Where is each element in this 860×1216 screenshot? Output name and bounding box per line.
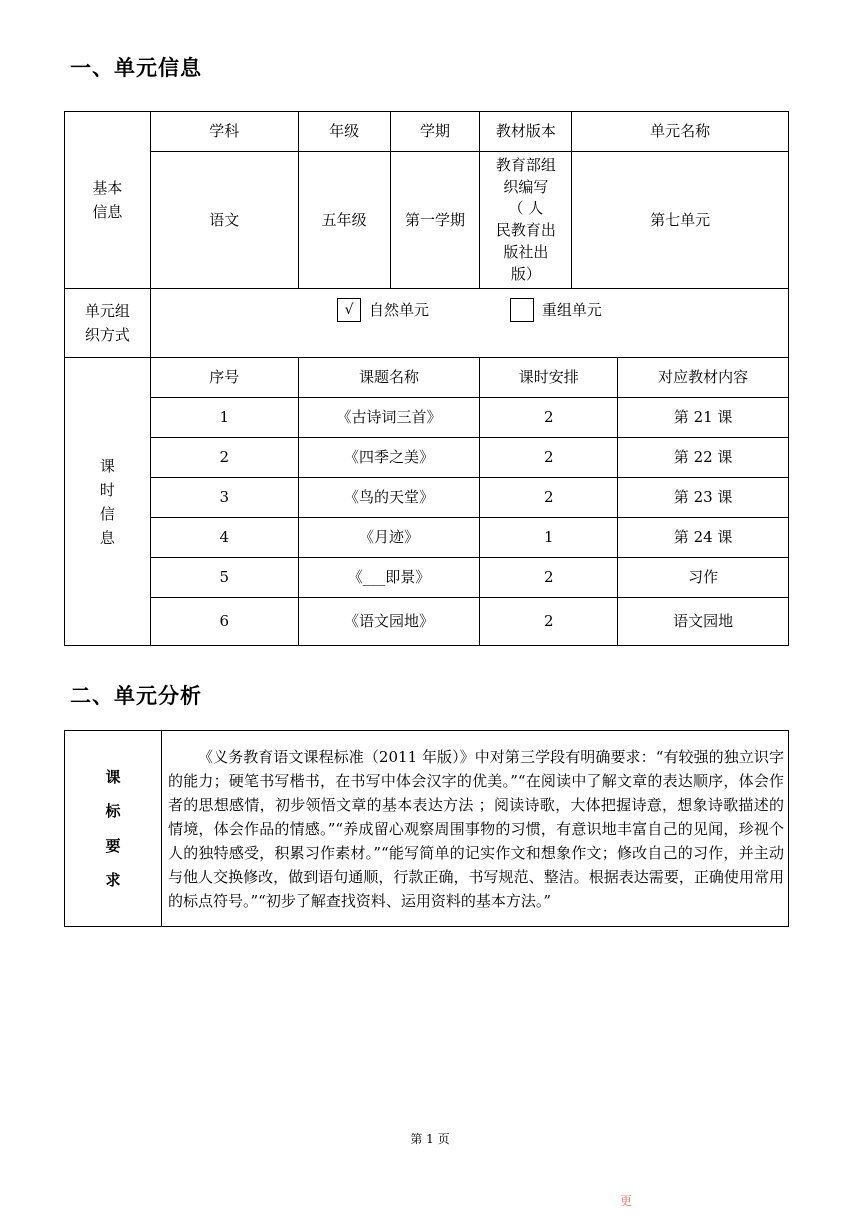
table-row: 3 《鸟的天堂》 2 第 23 课: [65, 478, 789, 518]
option-regroup-unit[interactable]: 重组单元: [510, 299, 602, 323]
analysis-table: [64, 730, 789, 927]
header-content: 对应教材内容: [618, 358, 789, 398]
unit-info-table: [64, 111, 789, 646]
table-row: 1 《古诗词三首》 2 第 21 课: [65, 398, 789, 438]
value-subject: 语文: [150, 152, 298, 289]
table-row: 4 《月迹》 1 第 24 课: [65, 518, 789, 558]
header-edition: 教材版本: [480, 112, 572, 152]
section-heading-unit-analysis: 二、单元分析: [70, 684, 202, 708]
basic-info-label: 基本 信息: [65, 112, 151, 289]
header-subject: 学科: [150, 112, 298, 152]
organization-options: [150, 289, 788, 358]
curriculum-requirements-label: 课 标 要 求: [65, 731, 162, 927]
section-heading-unit-info: 一、单元信息: [70, 56, 202, 80]
option-natural-unit[interactable]: √ 自然单元: [337, 299, 429, 323]
header-grade: 年级: [298, 112, 390, 152]
value-semester: 第一学期: [390, 152, 480, 289]
page-number: 第 1 页: [410, 1132, 450, 1146]
header-semester: 学期: [390, 112, 480, 152]
checkbox-natural-unit[interactable]: √: [337, 298, 361, 322]
organization-label: 单元组 织方式: [65, 289, 151, 358]
header-hours: 课时安排: [480, 358, 618, 398]
table-row: 5 《___即景》 2 习作: [65, 558, 789, 598]
lesson-info-label: 课 时 信 息: [65, 358, 151, 646]
header-number: 序号: [150, 358, 298, 398]
table-row: 2 《四季之美》 2 第 22 课: [65, 438, 789, 478]
table-row: 6 《语文园地》 2 语文园地: [65, 598, 789, 646]
value-edition: 教育部组 织编写 （ 人 民教育出 版社出 版）: [480, 152, 572, 289]
header-lesson-title: 课题名称: [298, 358, 480, 398]
checkbox-regroup-unit[interactable]: [510, 298, 534, 322]
curriculum-requirements-text: 《义务教育语文课程标准（2011 年版）》中对第三学段有明确要求：“有较强的独立识字的能力；硬笔书写楷书，在书写中体会汉字的优美。”“在阅读中了解文章的表达顺序，体会作者的思想感情，初步领悟文章的基本表达方法 ；阅读诗歌，大体把握诗意，想象诗歌描述的情境，体会作品的情感。”“养成留心观察周围事物的习惯，有意识地丰富自己的见闻，珍视个人的独特感受，积累习作素材。”“能写简单的记实作文和想象作文；修改自己的习作，并主动与他人交换修改，做到语句通顺，行款正确，书写规范、整洁。根据表达需要，正确使用常用的标点符号。”“初步了解查找资料、运用资料的基本方法。”: [162, 731, 789, 927]
value-grade: 五年级: [298, 152, 390, 289]
corner-mark: 更: [620, 1194, 633, 1208]
value-unit-name: 第七单元: [572, 152, 789, 289]
header-unit-name: 单元名称: [572, 112, 789, 152]
